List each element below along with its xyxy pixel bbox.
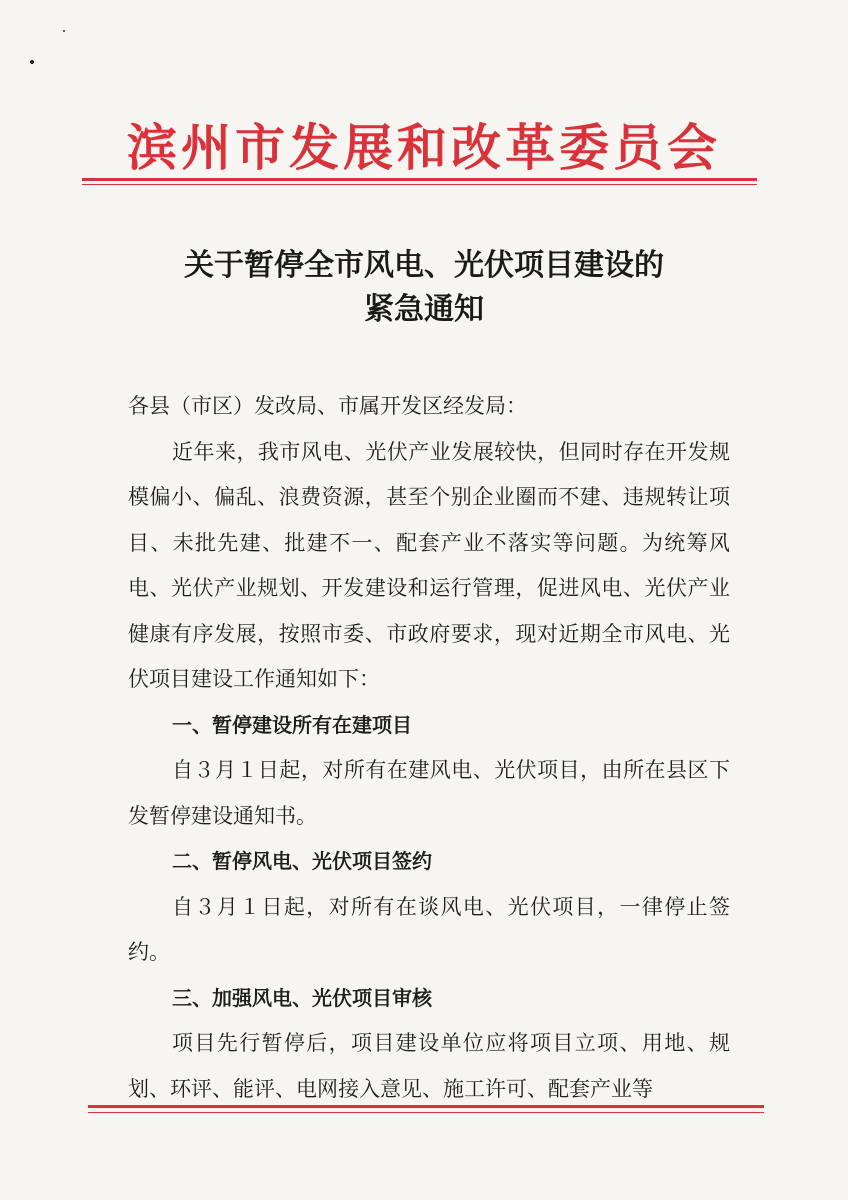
header-red-rule-thin — [82, 184, 757, 185]
title-line-2: 紧急通知 — [364, 292, 484, 327]
footer-red-rule-thin — [88, 1112, 764, 1113]
title-line-1: 关于暂停全市风电、光伏项目建设的 — [184, 248, 664, 283]
section-heading-1: 一、暂停建设所有在建项目 — [172, 712, 412, 737]
header-red-rule — [82, 178, 757, 181]
document-body — [128, 384, 730, 1112]
section-text-1: 自３月１日起，对所有在建风电、光伏项目，由所在县区下发暂停建设通知书。 — [128, 758, 730, 828]
section-heading-3: 三、加强风电、光伏项目审核 — [172, 985, 432, 1010]
footer-red-rule — [88, 1105, 764, 1108]
section-text-3: 项目先行暂停后，项目建设单位应将项目立项、用地、规划、环评、能评、电网接入意见、施工许可、配套产业等 — [128, 1031, 730, 1101]
section-heading-2: 二、暂停风电、光伏项目签约 — [172, 849, 432, 873]
issuing-organization: 滨州市发展和改革委员会 — [127, 118, 721, 177]
document-title — [0, 244, 848, 332]
scan-speck — [29, 59, 35, 65]
intro-paragraph: 近年来，我市风电、光伏产业发展较快，但同时存在开发规模偏小、偏乱、浪费资源，甚至个别企业圈而不建、违规转让项目、未批先建、批建不一、配套产业不落实等问题。为统筹风电、光伏产业规划、开发建设和运行管理，促进风电、光伏产业健康有序发展，按照市委、市政府要求，现对近期全市风电、光伏项目建设工作通知如下： — [128, 439, 730, 691]
section-text-2: 自３月１日起，对所有在谈风电、光伏项目，一律停止签约。 — [128, 894, 730, 964]
salutation: 各县（市区）发改局、市属开发区经发局： — [128, 394, 527, 418]
scan-speck — [63, 30, 65, 32]
